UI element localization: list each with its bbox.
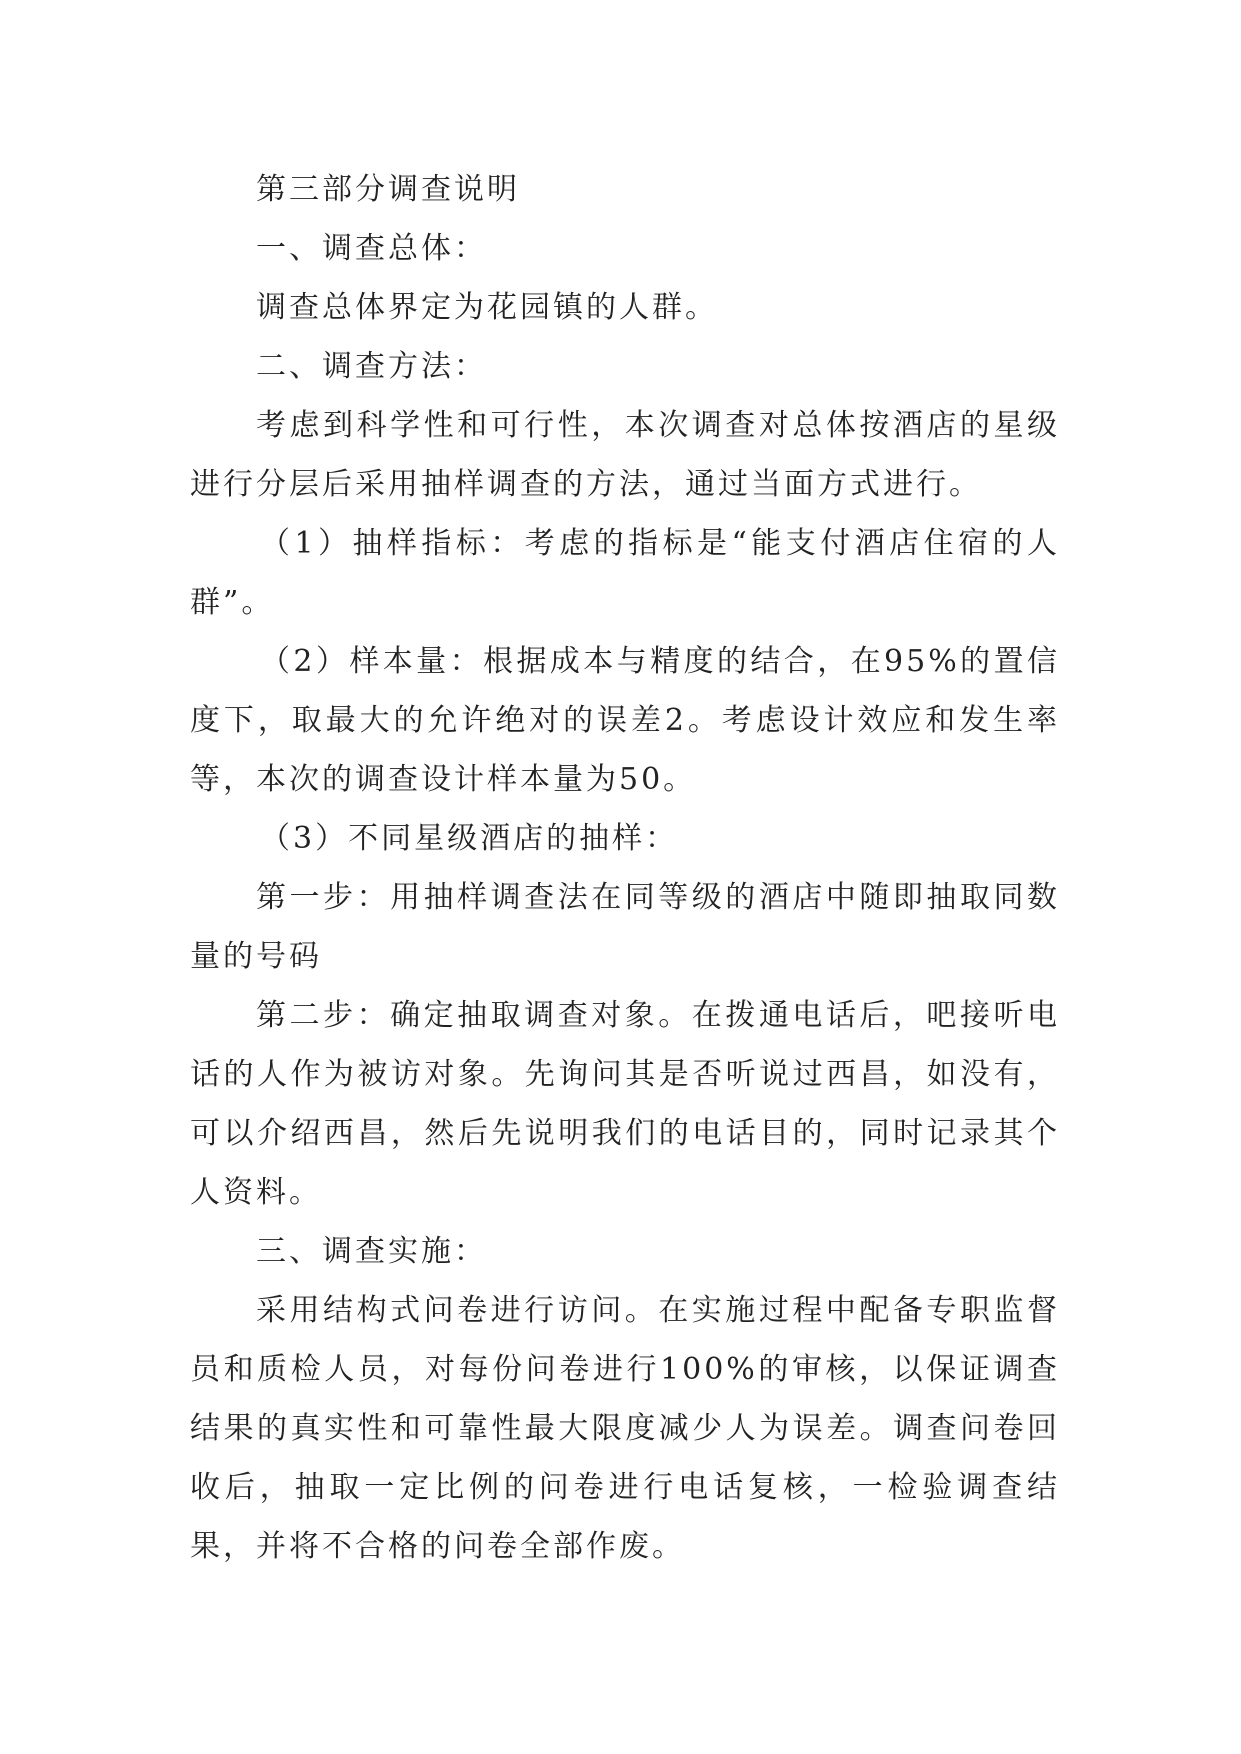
heading-survey-implementation: 三、调查实施： [256,1234,487,1269]
paragraph-population-definition: 调查总体界定为花园镇的人群。 [256,290,718,325]
paragraph-method-description: 考虑到科学性和可行性，本次调查对总体按酒店的星级进行分层后采用抽样调查的方法，通过当面方式进行。 [190,408,1060,502]
section-title: 第三部分调查说明 [256,172,520,207]
paragraph-implementation-description: 采用结构式问卷进行访问。在实施过程中配备专职监督员和质检人员，对每份问卷进行100%的审核，以保证调查结果的真实性和可靠性最大限度减少人为误差。调查问卷回收后，抽取一定比例的问卷进行电话复核，一检验调查结果，并将不合格的问卷全部作废。 [190,1293,1060,1564]
heading-survey-population: 一、调查总体： [256,231,487,266]
document-body [190,160,1060,1576]
paragraph-sampling-indicator: （1）抽样指标：考虑的指标是“能支付酒店住宿的人群”。 [190,526,1060,620]
paragraph-hotel-sampling: （3）不同星级酒店的抽样： [260,821,679,856]
paragraph-sample-size: （2）样本量：根据成本与精度的结合，在95%的置信度下，取最大的允许绝对的误差2。考虑设计效应和发生率等，本次的调查设计样本量为50。 [190,644,1060,797]
paragraph-step-two: 第二步：确定抽取调查对象。在拨通电话后，吧接听电话的人作为被访对象。先询问其是否听说过西昌，如没有，可以介绍西昌，然后先说明我们的电话目的，同时记录其个人资料。 [190,998,1060,1210]
paragraph-step-one: 第一步：用抽样调查法在同等级的酒店中随即抽取同数量的号码 [190,880,1060,974]
heading-survey-method: 二、调查方法： [256,349,487,384]
